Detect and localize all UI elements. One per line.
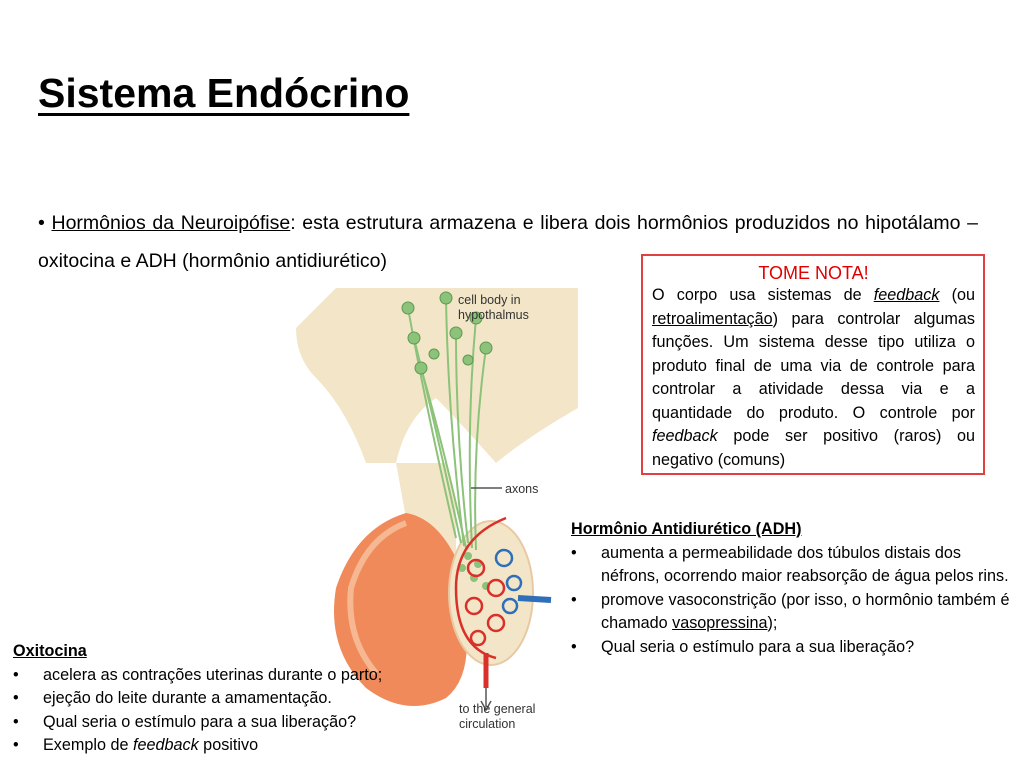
bullet: • [571,543,577,562]
list-item [13,664,483,688]
note-box [641,254,985,475]
oxitocina-heading: Oxitocina [13,642,87,660]
oxi-item-4a: Exemplo de [43,736,133,754]
note-text-3: ) para controlar algumas funções. Um sistema desse tipo utiliza o produto final de uma via de controle para controlar a atividade dessa via e a quantidade do produto. O controle por [652,309,975,422]
intro-bullet: • [38,212,45,234]
list-item [571,636,1016,660]
slide-title: Sistema Endócrino [38,70,410,116]
list-item [13,711,483,735]
list-item [13,734,483,758]
oxitocina-section [13,640,483,758]
note-feedback-term: feedback [873,286,940,304]
list-item [571,589,1016,636]
list-item [571,542,1016,589]
oxi-item-2: ejeção do leite durante a amamentação. [43,689,332,707]
oxi-item-4b: positivo [198,736,259,754]
bullet: • [13,689,19,707]
label-circulation-2: circulation [459,717,516,731]
note-text-1: O corpo usa sistemas de [652,286,874,304]
label-circulation-1: to the general [459,702,536,716]
label-cell-body-2: hypothalmus [458,308,529,322]
note-retro-term: retroalimentação [652,309,773,328]
oxi-item-4-term: feedback [132,736,199,754]
note-text-2: (ou [939,286,975,304]
adh-item-1: aumenta a permeabilidade dos túbulos distais dos néfrons, ocorrendo maior reabsorção de água pelos rins. [601,543,1009,585]
bullet: • [13,712,19,731]
bullet: • [13,736,19,754]
bullet: • [13,665,19,684]
oxi-item-3: Qual seria o estímulo para a sua liberação? [43,712,357,731]
adh-item-2-term: vasopressina [672,614,768,632]
note-text-4: pode ser positivo (raros) ou negativo (comuns) [652,427,975,469]
adh-list [571,542,1016,660]
bullet: • [571,637,577,656]
intro-term: Hormônios da Neuroipófise [51,212,291,234]
note-heading: TOME NOTA! [758,263,869,283]
label-axons: axons [505,482,539,496]
bullet: • [571,590,577,609]
adh-heading: Hormônio Antidiurético (ADH) [571,520,802,538]
adh-item-2a: promove vasoconstrição (por isso, o hormônio também é chamado [601,590,1010,632]
list-item [13,687,483,711]
label-cell-body-1: cell body in [458,293,521,307]
note-body [652,284,975,472]
oxitocina-list [13,664,483,758]
intro-text: : esta estrutura armazena e libera dois hormônios produzidos no hipotálamo – oxitocina e ADH (hormônio antidiurético) [38,212,978,272]
adh-section [571,518,1016,659]
adh-item-2b: ); [767,614,778,632]
note-feedback-term-2: feedback [652,427,718,445]
adh-item-3: Qual seria o estímulo para a sua liberação? [601,637,915,656]
oxi-item-1: acelera as contrações uterinas durante o parto; [43,665,383,684]
